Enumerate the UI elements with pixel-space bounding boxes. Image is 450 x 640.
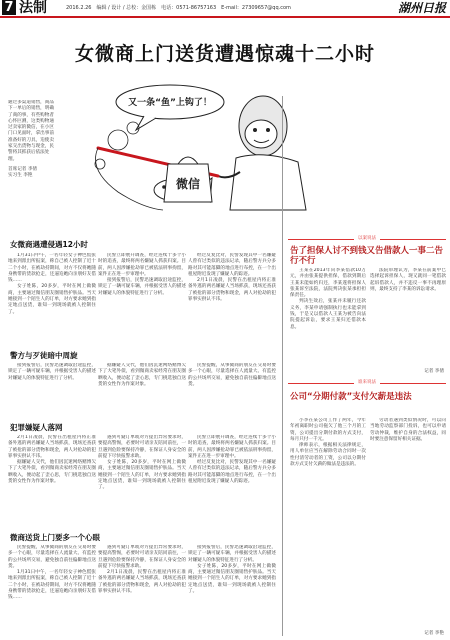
article-col-2 (98, 253, 186, 349)
main-headline: 女微商上门送货遭遇惊魂十二小时 (74, 43, 375, 65)
article-paragraph: 民警立即展开调查，经过连续十多个小时的追查，最终将两名嫌疑人抓获归案。目前，两人因涉嫌抢劫罪已被依法刑事拘留，案件正在进一步审理中。 (188, 435, 276, 459)
article-paragraph: 遇到可疑订单或对方提出异常要求时，要提高警惕，必要时可请亲友陪同前往，一旦遇到危险要保持冷静，在保证人身安全的前提下尽快报警求助。 (98, 545, 186, 569)
article-paragraph: 1月31日中午，一名年轻女子神色慌张地来到派出所报案，称自己被人控制了近十二个小时，在被劫持期间，对方不仅将她随身携带的货款抢走，还逼迫她向亲朋好友借钱…… (8, 570, 96, 601)
intro-body: 通过多渠道销售，商品下一单后的销售，明确了商的事，有些购物者心怀叵测，这类购物通过卖家的微信，在小区门口见面时，拿出事前准备好的刀具，迫使卖家交出货物与现金，民警将其抓获后依法处理。 (8, 100, 54, 162)
bag-icon (164, 157, 212, 202)
page-number: 7 (2, 0, 16, 15)
article-col-1 (8, 253, 96, 349)
side-top-tag: 以案说法 (354, 235, 380, 241)
article-paragraph: 民警提醒，从事微商的朋友在交易时要多一个心眼，尽量选择在人流量大、有监控的公共场所交易，避免独自前往偏僻地点送货。 (188, 363, 276, 387)
article-paragraph: 遇到可疑订单或对方提出异常要求时，要提高警惕，必要时可请亲友陪同前往，一旦遇到危险要保持冷静，在保证人身安全的前提下尽快报警求助。 (98, 435, 186, 459)
article-paragraph: 王某在2013年向李某借款10万元，并由张某提供担保，借款到期后王某未能如约归还，李某遂将担保人张某诉至法院，法院判决张某承担担保责任。 (290, 268, 366, 299)
section-title: 法制 (19, 0, 47, 16)
article-paragraph: 劳动者遇到类似情况时，可以向当地劳动监察部门投诉，也可以申请劳动仲裁，维护自身的合法权益，同时要注意保留好相关证据。 (370, 418, 446, 442)
side-top-col-2 (370, 268, 446, 366)
article-paragraph: 接到报警后，民警迅速调取沿途监控，锁定了一辆可疑车辆，并根据受害人的描述对嫌疑人的体貌特征进行了分析。 (8, 363, 96, 381)
column-divider (282, 96, 283, 636)
side-top-tagbar (288, 236, 446, 242)
article-paragraph: 接到报警后，民警迅速调取沿途监控，锁定了一辆可疑车辆，并根据受害人的描述对嫌疑人的体貌特征进行了分析。 (98, 278, 186, 296)
article-col-4 (8, 363, 96, 421)
person-figure (218, 96, 306, 210)
article-paragraph: 民警提醒，从事微商的朋友在交易时要多一个心眼，尽量选择在人流量大、有监控的公共场所交易，避免独自前往偏僻地点送货。 (8, 545, 96, 569)
illustration (58, 80, 320, 238)
article-paragraph: 1月31日中午，一名年轻女子神色慌张地来到派出所报案，称自己被人控制了近十二个小时，在被劫持期间，对方不仅将她随身携带的货款抢走，还逼迫她向亲朋好友借钱…… (8, 253, 96, 284)
header-meta: 2016.2.26 编辑 / 设计 / 总校：金国栋 电话：0571-86757163 E-mail：27309657@qq.com (66, 5, 291, 11)
article-paragraph: 2月1日凌晨，民警在出租屋内将正准备外逃的两名嫌疑人当场抓获，现场还查获了被抢的部分货物和现金，两人对抢劫的犯罪事实供认不讳。 (188, 278, 276, 303)
article-col-10 (8, 545, 96, 635)
article-col-3 (188, 253, 276, 349)
article-paragraph: 经过反复比对，民警发现其中一名嫌疑人曾有过类似的违法记录，随后警方兵分多路对其可能落脚的地点进行布控，在一个出租屋附近发现了嫌疑人的踪迹。 (188, 253, 276, 277)
side-bottom-col-1 (290, 418, 366, 630)
article-col-11 (98, 545, 186, 635)
side-bottom-tag: 谁来说法 (354, 379, 380, 385)
article-paragraph: 法院审理认为，李某在前案中已选择起诉担保人，现又就同一笔借款起诉借款人，并不违反一事不再理原则，最终支持了李某的诉讼请求。 (370, 268, 446, 292)
article-paragraph: 律师表示，根据相关法律规定，用人单位应当在解除劳动合同时一次性付清劳动者的工资，公司以分期付款方式支付欠薪的做法是违法的。 (290, 443, 366, 468)
article-paragraph: 小李在某公司工作了两年，今年年初离职时公司拖欠了他三个月的工资，公司提出分期付款的方式支付，每月只付一千元。 (290, 418, 366, 442)
side-bottom-tagbar (288, 380, 446, 386)
article-paragraph: 经过反复比对，民警发现其中一名嫌疑人曾有过类似的违法记录，随后警方兵分多路对其可能落脚的地点进行布控，在一个出租屋附近发现了嫌疑人的踪迹。 (188, 460, 276, 485)
article-paragraph: 女子姓陈，20多岁，平时在网上做微商，主要通过微信朋友圈销售护肤品。当天她接到一个陌生人的订单，对方要求她到指定地点送货，谁知一到现场就被人控制住了。 (98, 460, 186, 491)
article-col-12 (188, 545, 276, 635)
side-top-col-1 (290, 268, 366, 366)
side-top-title: 告了担保人讨不到钱又告借款人一事二告行不行 (290, 246, 444, 266)
article-paragraph: 判决生效后，张某并未履行还款义务，李某申请强制执行也未能拿到钱，于是又以借款人王某为被告向法院提起诉讼，要求王某归还借款本息。 (290, 299, 366, 330)
side-bottom-col-2 (370, 418, 446, 630)
speech-bubble-text: 又一条“鱼”上钩了！ (128, 98, 212, 108)
article-paragraph: 据嫌疑人交代，他们因沉迷网络赌博欠下了大笔外债，看到微商卖家经常在朋友圈晒收入，便动起了歪心思，专门挑选独自送货的女性作为作案对象。 (98, 363, 186, 387)
article-paragraph: 女子姓陈，20多岁，平时在网上做微商，主要通过微信朋友圈销售护肤品。当天她接到一个陌生人的订单，对方要求她到指定地点送货，谁知一到现场就被人控制住了。 (188, 563, 276, 595)
bag-label: 微信 (175, 177, 201, 191)
article-col-6 (188, 363, 276, 421)
paper-name: 湖州日报 (397, 1, 446, 15)
subhead-3: 犯罪嫌疑人落网 (10, 423, 63, 432)
article-paragraph: 女子姓陈，20多岁，平时在网上做微商，主要通过微信朋友圈销售护肤品。当天她接到一个陌生人的订单，对方要求她到指定地点送货，谁知一到现场就被人控制住了。 (8, 284, 96, 315)
side-bottom-author: 记者 李艳 (424, 631, 444, 636)
side-bottom-title: 公司“分期付款”支付欠薪是违法 (290, 392, 412, 402)
article-paragraph: 民警立即展开调查，经过连续十多个小时的追查，最终将两名嫌疑人抓获归案。目前，两人因涉嫌抢劫罪已被依法刑事拘留，案件正在进一步审理中。 (98, 253, 186, 277)
subhead-4: 微商送货上门要多一个心眼 (10, 533, 100, 542)
article-paragraph: 2月1日凌晨，民警在出租屋内将正准备外逃的两名嫌疑人当场抓获，现场还查获了被抢的部分货物和现金，两人对抢劫的犯罪事实供认不讳。 (8, 435, 96, 459)
page-header (0, 0, 450, 18)
intro-intern: 实习生 李艳 (8, 173, 33, 179)
intro-text (8, 100, 58, 180)
article-col-5 (98, 363, 186, 421)
subhead-1: 女微商遇遭侵遇12小时 (10, 240, 88, 249)
side-top-author: 记者 李倩 (424, 369, 444, 374)
intro-author: 首席记者 李倩 (8, 166, 38, 172)
article-col-9 (188, 435, 276, 531)
speech-bubble (116, 85, 224, 130)
article-col-8 (98, 435, 186, 531)
article-paragraph: 接到报警后，民警迅速调取沿途监控，锁定了一辆可疑车辆，并根据受害人的描述对嫌疑人的体貌特征进行了分析。 (188, 545, 276, 563)
article-paragraph: 2月1日凌晨，民警在出租屋内将正准备外逃的两名嫌疑人当场抓获，现场还查获了被抢的部分货物和现金，两人对抢劫的犯罪事实供认不讳。 (98, 570, 186, 595)
subhead-2: 警方与歹徒暗中周旋 (10, 351, 78, 360)
article-paragraph: 据嫌疑人交代，他们因沉迷网络赌博欠下了大笔外债，看到微商卖家经常在朋友圈晒收入，便动起了歪心思，专门挑选独自送货的女性作为作案对象。 (8, 460, 96, 485)
article-col-7 (8, 435, 96, 531)
